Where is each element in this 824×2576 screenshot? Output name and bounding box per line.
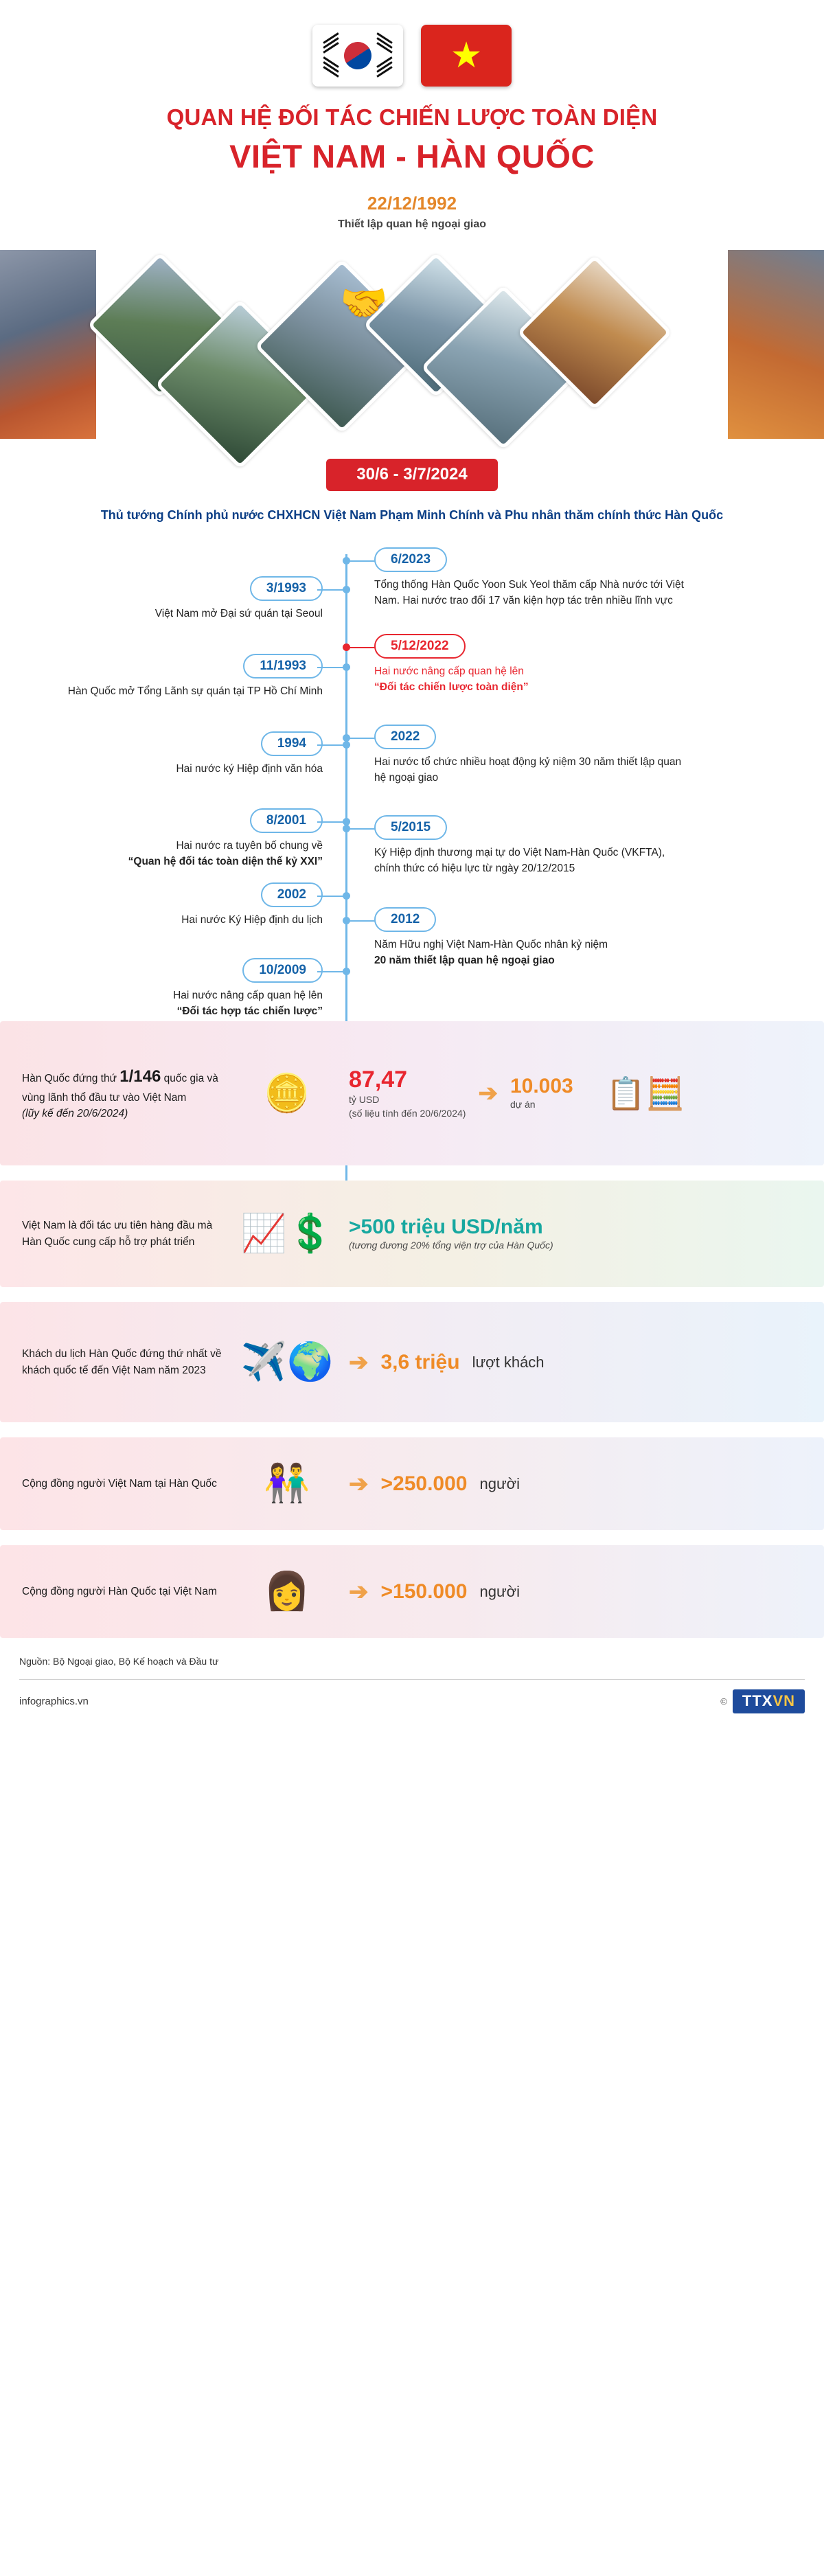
timeline-text: Hai nước ký Hiệp định văn hóa	[176, 763, 323, 775]
timeline-text: Việt Nam mở Đại sứ quán tại Seoul	[154, 608, 323, 620]
travel-globe-icon: ✈️🌍	[240, 1341, 334, 1383]
stat-value-1-group	[349, 1216, 553, 1253]
timeline-item-left-6	[27, 958, 323, 1020]
clipboard-calculator-icon: 📋🧮	[606, 1075, 685, 1111]
coins-icon: 🪙	[264, 1072, 310, 1114]
timeline-connector	[317, 896, 346, 897]
timeline-text-bold: 20 năm thiết lập quan hệ ngoại giao	[374, 955, 555, 967]
stat-values	[349, 1580, 805, 1604]
stat-band-investment	[0, 1021, 824, 1165]
timeline-year: 10/2009	[242, 958, 323, 983]
timeline-text: Hai nước nâng cấp quan hệ lên	[374, 665, 524, 678]
timeline-year: 2002	[261, 882, 323, 907]
timeline-connector	[347, 828, 375, 830]
handshake-icon: 🤝	[340, 281, 388, 324]
copyright-symbol: ©	[720, 1696, 727, 1707]
flags-row	[0, 25, 824, 87]
timeline-year: 2012	[374, 907, 436, 932]
agency-logo	[720, 1689, 805, 1713]
agency-code-accent: VN	[772, 1692, 795, 1710]
timeline-item-left-1	[27, 576, 323, 622]
stat-values	[349, 1067, 805, 1120]
stat-value-amount: >150.000	[380, 1580, 468, 1603]
photo-collage	[0, 238, 824, 464]
stat-label-note: (lũy kế đến 20/6/2024)	[22, 1108, 128, 1120]
timeline-year: 5/12/2022	[374, 634, 466, 659]
timeline-connector	[347, 738, 375, 739]
footer-bottom	[19, 1680, 805, 1713]
korea-flag-icon	[312, 25, 403, 87]
stat-label: Cộng đồng người Hàn Quốc tại Việt Nam	[22, 1585, 217, 1597]
stat-band-oda	[0, 1181, 824, 1287]
photo-vietnam-street	[0, 250, 96, 439]
page-title-line2: VIỆT NAM - HÀN QUỐC	[229, 138, 595, 174]
timeline-connector	[317, 744, 346, 746]
stat-value-note: (số liệu tính đến 20/6/2024)	[349, 1107, 466, 1119]
stat-label: Khách du lịch Hàn Quốc đứng thứ nhất về khách quốc tế đến Việt Nam năm 2023	[22, 1348, 222, 1376]
stat-value-amount: 87,47	[349, 1067, 408, 1093]
timeline-connector	[317, 667, 346, 668]
timeline-year: 2022	[374, 725, 436, 749]
stat-values	[349, 1351, 805, 1374]
stat-value-amount: >500 triệu USD/năm	[349, 1215, 543, 1238]
stat-values	[349, 1472, 805, 1496]
timeline-connector	[347, 920, 375, 922]
stat-label	[19, 1064, 225, 1122]
stat-value-amount: 3,6 triệu	[380, 1350, 460, 1374]
taeguk-symbol	[339, 36, 376, 74]
timeline-text: Ký Hiệp định thương mại tự do Việt Nam-Hàn Quốc (VKFTA), chính thức có hiệu lực từ ngày 20/12/2015	[374, 847, 665, 875]
stat-value-note: (tương đương 20% tổng viện trợ của Hàn Quốc)	[349, 1239, 553, 1251]
timeline-text-bold: “Đối tác hợp tác chiến lược”	[176, 1005, 323, 1018]
stat-band-vietnamese-in-korea	[0, 1437, 824, 1530]
stat-value-1-group	[349, 1067, 466, 1120]
page-title-line1: QUAN HỆ ĐỐI TÁC CHIẾN LƯỢC TOÀN DIỆN	[166, 104, 658, 130]
timeline-item-right-4	[374, 815, 690, 877]
visit-date-badge: 30/6 - 3/7/2024	[326, 459, 498, 491]
source-note: Nguồn: Bộ Ngoại giao, Bộ Kế hoạch và Đầu tư	[19, 1656, 219, 1667]
timeline-text: Hai nước tổ chức nhiều hoạt động kỷ niệm 30 năm thiết lập quan hệ ngoại giao	[374, 756, 682, 784]
stat-label-pre: Hàn Quốc đứng thứ	[22, 1073, 120, 1085]
stat-value-unit: người	[479, 1582, 520, 1600]
timeline-year: 8/2001	[250, 808, 323, 833]
stat-project-count: 10.003	[510, 1075, 573, 1098]
timeline-text: Hàn Quốc mở Tổng Lãnh sự quán tại TP Hồ Chí Minh	[67, 685, 323, 698]
stat-label: Việt Nam là đối tác ưu tiên hàng đầu mà Hàn Quốc cung cấp hỗ trợ phát triển	[22, 1220, 213, 1248]
timeline-year: 11/1993	[243, 654, 323, 679]
stat-values	[349, 1216, 805, 1253]
stat-value-amount: >250.000	[380, 1472, 468, 1495]
visit-caption: Thủ tướng Chính phủ nước CHXHCN Việt Nam Phạm Minh Chính và Phu nhân thăm chính thức Hàn Quốc	[100, 508, 724, 522]
stat-value-unit: tỷ USD	[349, 1094, 380, 1105]
timeline-item-left-3	[27, 731, 323, 777]
timeline-item-right-3	[374, 725, 690, 786]
stat-value-2-group	[510, 1075, 573, 1112]
arrow-icon: ➔	[478, 1080, 498, 1107]
vietnam-flag-icon	[421, 25, 512, 87]
stat-label: Cộng đồng người Việt Nam tại Hàn Quốc	[22, 1477, 217, 1490]
timeline-year: 3/1993	[250, 576, 323, 601]
timeline-year: 1994	[261, 731, 323, 756]
timeline-text: Hai nước Ký Hiệp định du lịch	[181, 914, 323, 926]
timeline-item-left-4	[27, 808, 323, 870]
ttxvn-logo-mark	[733, 1689, 805, 1713]
growth-chart-icon: 📈💲	[240, 1213, 334, 1255]
establishment-date: 22/12/1992	[367, 193, 457, 214]
stat-value-unit: người	[479, 1474, 520, 1492]
stat-band-tourism	[0, 1302, 824, 1422]
timeline-text: Năm Hữu nghị Việt Nam-Hàn Quốc nhân kỷ niệm	[374, 939, 608, 951]
arrow-icon: ➔	[349, 1470, 369, 1497]
statistics-section	[0, 1021, 824, 1638]
establishment-date-label: Thiết lập quan hệ ngoại giao	[337, 218, 486, 230]
couple-hanbok-icon: 👫	[264, 1463, 310, 1505]
timeline-item-right-5	[374, 907, 690, 969]
timeline-connector	[317, 821, 346, 823]
arrow-icon: ➔	[349, 1578, 369, 1605]
stat-band-koreans-in-vietnam	[0, 1545, 824, 1638]
timeline-year: 6/2023	[374, 547, 447, 572]
agency-code: TTX	[742, 1692, 773, 1710]
timeline-connector	[347, 647, 375, 648]
timeline-text: Tổng thống Hàn Quốc Yoon Suk Yeol thăm cấp Nhà nước tới Việt Nam. Hai nước trao đổi 17 văn kiện hợp tác trên nhiều lĩnh vực	[374, 579, 684, 607]
header	[0, 0, 824, 231]
timeline-item-left-5	[27, 882, 323, 928]
timeline-connector	[317, 971, 346, 972]
arrow-icon: ➔	[349, 1349, 369, 1376]
stat-project-unit: dự án	[510, 1099, 536, 1110]
woman-aodai-icon: 👩	[264, 1571, 310, 1612]
timeline-item-right-2	[374, 634, 690, 696]
timeline-item-right-1	[374, 547, 690, 609]
stat-label-rank: 1/146	[119, 1067, 161, 1086]
timeline-text-bold: “Quan hệ đối tác toàn diện thế kỷ XXI”	[128, 856, 323, 868]
stat-label-post: quốc gia và vùng lãnh thổ đầu tư vào Việt Nam	[22, 1073, 218, 1104]
footer	[0, 1653, 824, 1735]
timeline-text: Hai nước ra tuyên bố chung về	[176, 840, 323, 852]
stat-value-unit: lượt khách	[472, 1353, 545, 1371]
site-name: infographics.vn	[19, 1696, 89, 1708]
photo-korea-palace	[728, 250, 824, 439]
timeline-item-left-2	[27, 654, 323, 699]
timeline-year: 5/2015	[374, 815, 447, 840]
yellow-star-icon: ★	[450, 36, 483, 76]
timeline-text: Hai nước nâng cấp quan hệ lên	[173, 990, 323, 1002]
timeline-connector	[347, 560, 375, 562]
timeline-connector	[317, 589, 346, 591]
timeline-text-bold: “Đối tác chiến lược toàn diện”	[374, 681, 529, 694]
